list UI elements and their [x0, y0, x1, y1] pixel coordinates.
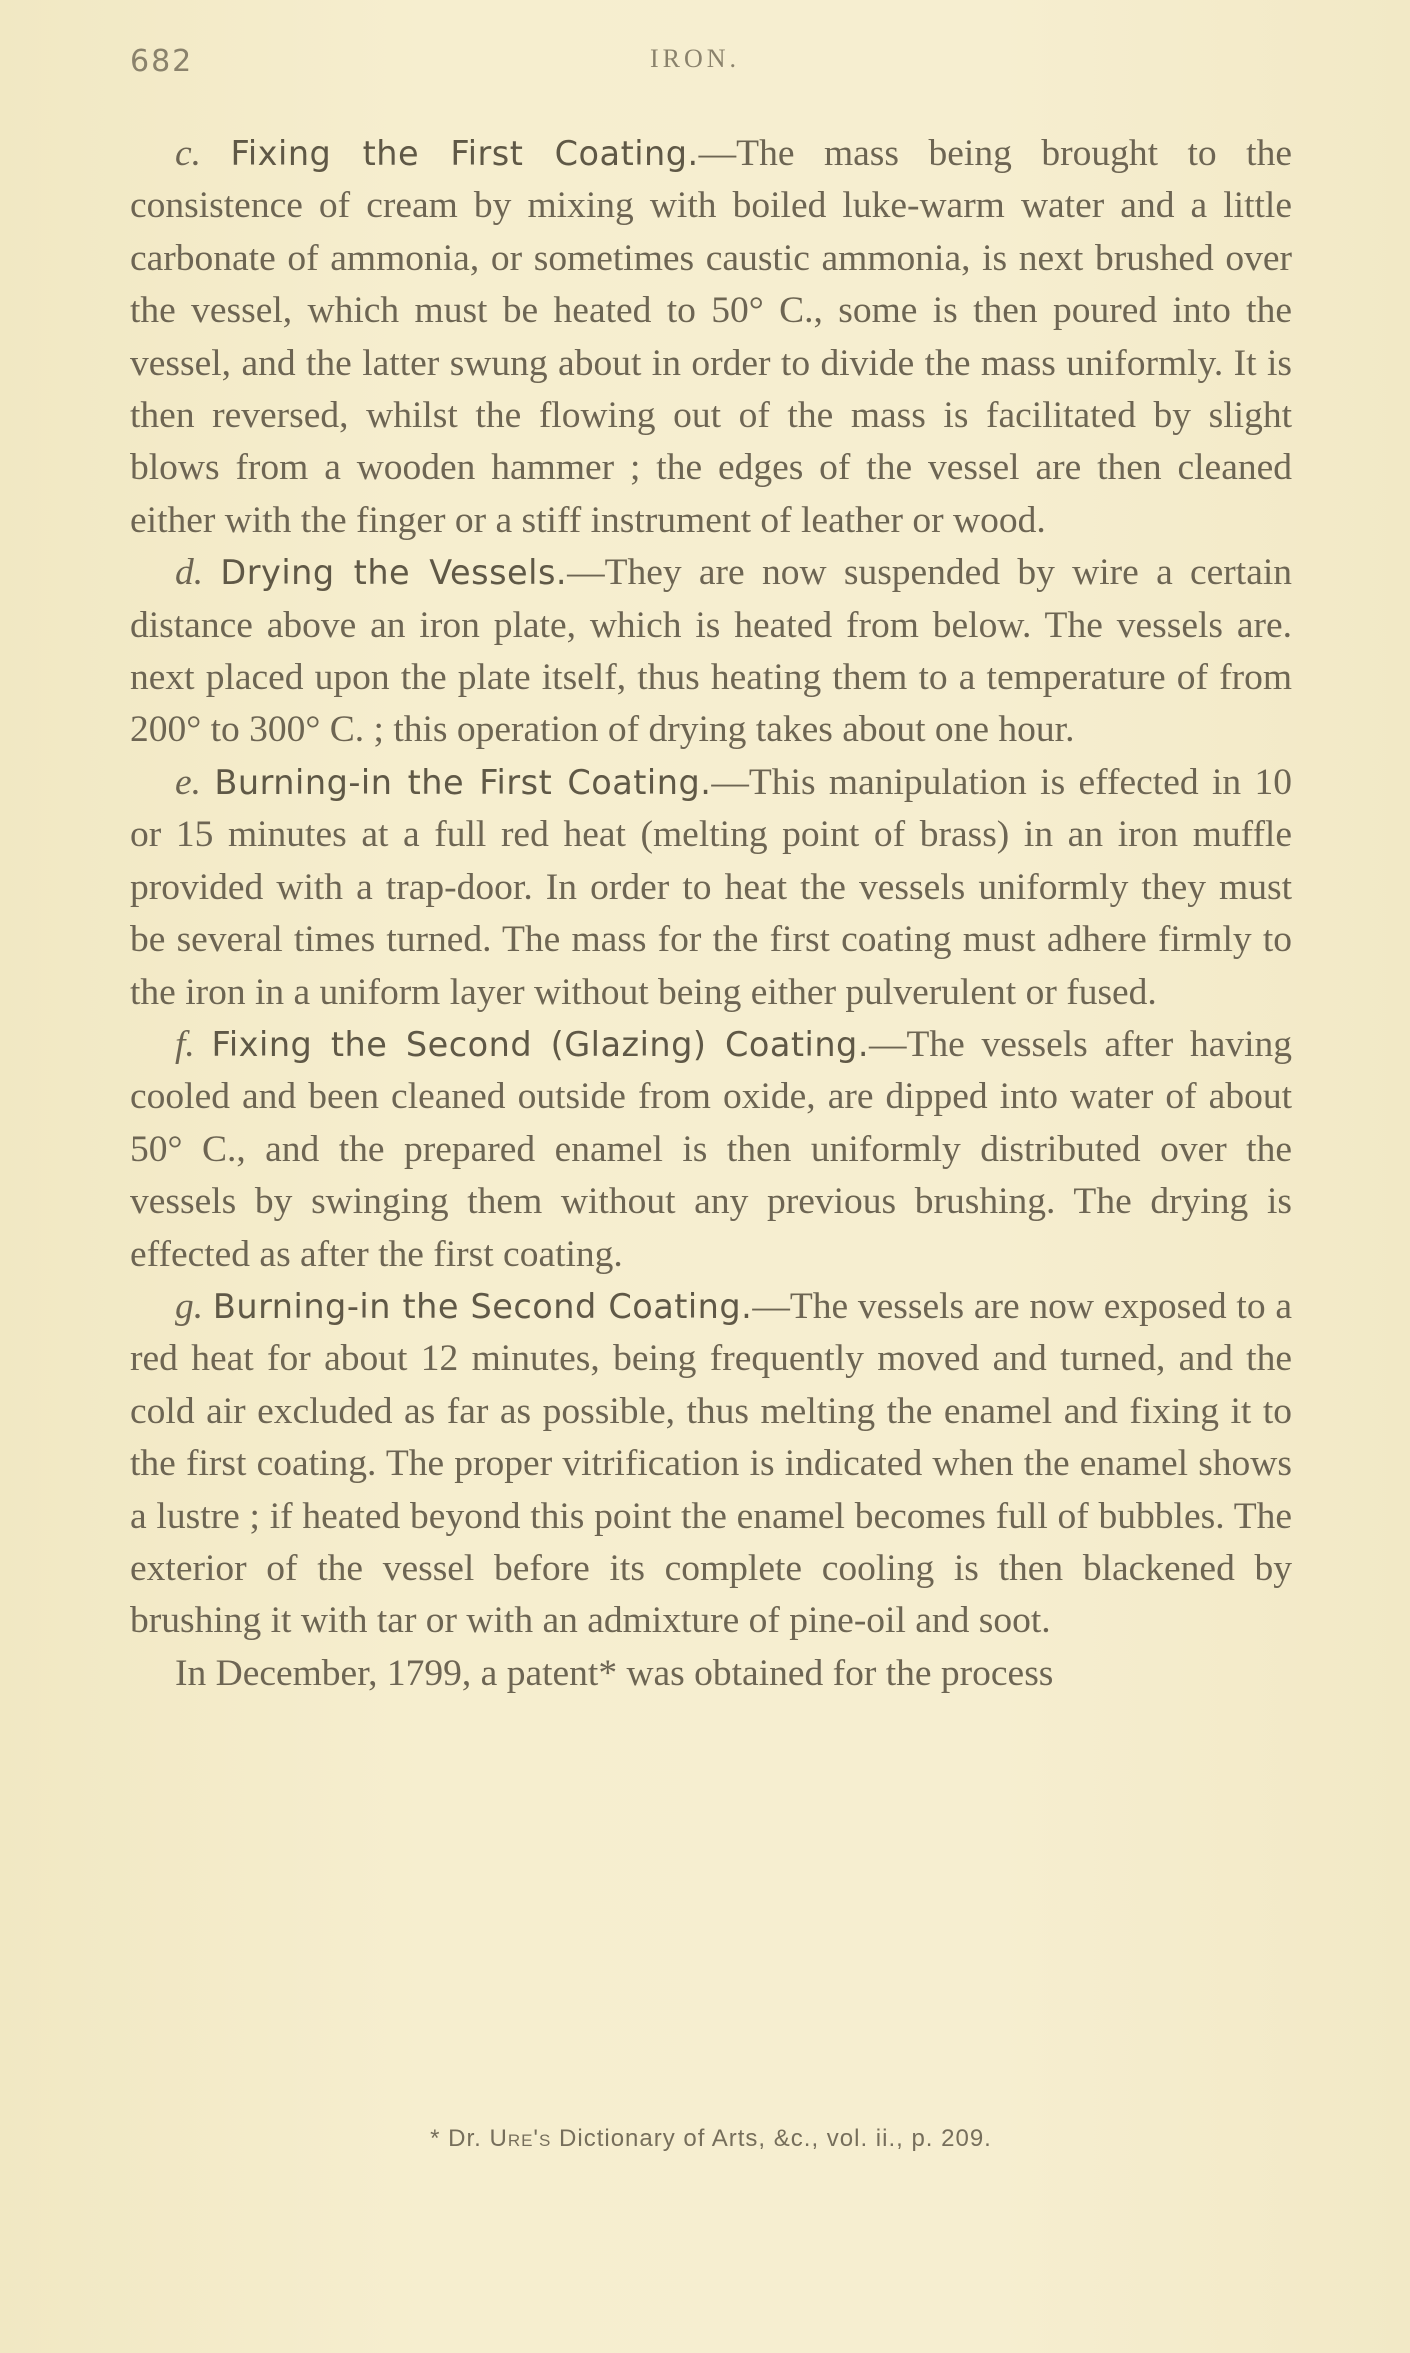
running-head: IRON.: [650, 44, 741, 73]
section-d: [130, 547, 1292, 757]
section-e: [130, 757, 1292, 1019]
footnote: [130, 2125, 1292, 2153]
section-marker: c.: [175, 133, 202, 174]
section-heading: Drying the Vessels.: [220, 553, 568, 593]
section-g: [130, 1281, 1292, 1648]
section-text: —They are now suspended by wire a certain distance above an iron plate, which is heated from below. The vessels are. next placed upon the plate itself, thus heating them to a temperature of from 200° to 300° C. ; this operation of drying takes about one hour.: [130, 552, 1293, 751]
footnote-prefix: * Dr.: [430, 2125, 482, 2152]
section-heading: Burning-in the First Coating.: [214, 762, 712, 802]
section-c: [130, 128, 1292, 547]
section-text: —The mass being brought to the consistence of cream by mixing with boiled luke-warm water and a little carbonate of ammonia, or sometimes caustic ammonia, is next brushed over the vessel, which must be heated to 50° C., some is then poured into the vessel, and the latter swung about in order to divide the mass uniformly. It is then reversed, whilst the flowing out of the mass is facilitated by slight blows from a wooden hammer ; the edges of the vessel are then cleaned either with the finger or a stiff instrument of leather or wood.: [130, 133, 1292, 541]
section-f: [130, 1019, 1292, 1281]
closing-paragraph: In December, 1799, a patent* was obtained for the process: [175, 1652, 1054, 1694]
section-marker: d.: [175, 552, 204, 594]
section-heading: Fixing the First Coating.: [230, 134, 699, 173]
page-number: 682: [130, 44, 194, 79]
section-text: —The vessels after having cooled and been cleaned outside from oxide, are dipped into water of about 50° C., and the prepared enamel is then uniformly distributed over the vessels by swinging them without any previous brushing. The drying is effected as after the first coating.: [130, 1023, 1293, 1275]
section-marker: g.: [175, 1285, 204, 1327]
page-header: [130, 44, 1290, 84]
section-heading: Burning-in the Second Coating.: [212, 1286, 753, 1326]
footnote-text: Dictionary of Arts, &c., vol. ii., p. 209.: [559, 2125, 992, 2152]
section-text: —The vessels are now exposed to a red heat for about 12 minutes, being frequently moved and turned, and the cold air excluded as far as possible, thus melting the enamel and fixing it to the first coating. The proper vitrification is indicated when the enamel shows a lustre ; if heated beyond this point the enamel becomes full of bubbles. The exterior of the vessel before its complete cooling is then blackened by brushing it with tar or with an admixture of pine-oil and soot.: [130, 1285, 1292, 1642]
section-marker: e.: [175, 761, 202, 803]
section-text: —This manipulation is effected in 10 or 15 minutes at a full red heat (melting point of brass) in an iron muffle provided with a trap-door. In order to heat the vessels uniformly they must be several times turned. The mass for the first coating must adhere firmly to the iron in a uniform layer without being either pulverulent or fused.: [130, 761, 1292, 1013]
footnote-author: Ure's: [489, 2125, 552, 2152]
section-marker: f.: [175, 1023, 195, 1065]
body-text: [130, 128, 1292, 1700]
section-heading: Fixing the Second (Glazing) Coating.: [211, 1024, 869, 1064]
